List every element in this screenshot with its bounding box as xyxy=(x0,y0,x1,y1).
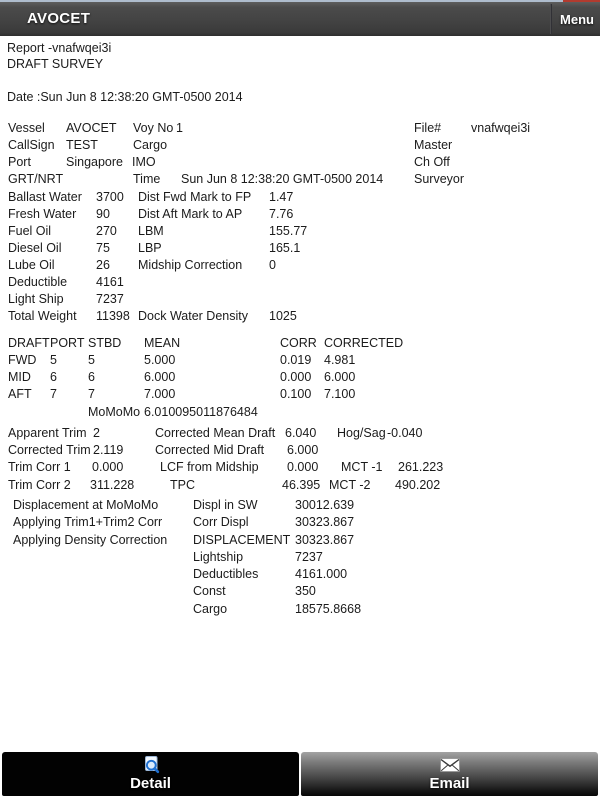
report-cell: Cargo xyxy=(193,602,228,616)
diesel-oil-line xyxy=(0,240,600,257)
report-cell: 261.223 xyxy=(398,460,444,474)
report-cell: 0.000 xyxy=(280,370,312,384)
report-date-line xyxy=(0,89,600,106)
report-cell: 2.119 xyxy=(93,443,124,457)
report-cell: Trim Corr 1 xyxy=(8,460,71,474)
report-cell: Applying Trim1+Trim2 Corr xyxy=(13,515,163,529)
report-cell: STBD xyxy=(88,336,122,350)
mean-of-means-line xyxy=(0,404,600,421)
report-cell: Dist Fwd Mark to FP xyxy=(138,190,252,204)
report-cell: Voy No xyxy=(133,121,174,135)
const-line xyxy=(0,583,600,600)
report-cell: 4161.000 xyxy=(295,567,348,581)
port-line xyxy=(0,154,600,171)
report-cell: 490.202 xyxy=(395,478,441,492)
report-cell: 75 xyxy=(96,241,110,255)
report-cell: Singapore xyxy=(66,155,123,169)
report-type-line xyxy=(0,56,600,73)
report-cell: MCT -2 xyxy=(329,478,371,492)
report-cell: IMO xyxy=(132,155,156,169)
menu-divider xyxy=(550,4,552,34)
report-cell: 7237 xyxy=(295,550,323,564)
report-cell: 6.000 xyxy=(144,370,176,384)
report-cell: 1 xyxy=(176,121,183,135)
report-cell: Time xyxy=(133,172,161,186)
report-cell: FWD xyxy=(8,353,37,367)
report-id-line xyxy=(0,40,600,57)
callsign-line xyxy=(0,137,600,154)
tab-email[interactable] xyxy=(301,752,598,796)
report-cell: Lube Oil xyxy=(8,258,55,272)
trim-corr-2-line xyxy=(0,477,600,494)
report-cell: 0.019 xyxy=(280,353,312,367)
report-cell: Port xyxy=(8,155,31,169)
report-cell: 6.040 xyxy=(285,426,317,440)
report-cell: 0.000 xyxy=(287,460,319,474)
corr-displ-line xyxy=(0,514,600,531)
displ-in-sw-line xyxy=(0,497,600,514)
report-cell: MCT -1 xyxy=(341,460,383,474)
ballast-water-line xyxy=(0,189,600,206)
report-cell: -0.040 xyxy=(387,426,423,440)
report-cell: Light Ship xyxy=(8,292,64,306)
report-cell: Corr Displ xyxy=(193,515,249,529)
draft-aft-line xyxy=(0,386,600,403)
report-cell: 4.981 xyxy=(324,353,356,367)
light-ship-line xyxy=(0,291,600,308)
menu-button[interactable]: Menu xyxy=(554,2,600,36)
report-cell: DISPLACEMENT xyxy=(193,533,291,547)
report-cell: 5.000 xyxy=(144,353,176,367)
report-cell: Date :Sun Jun 8 12:38:20 GMT-0500 2014 xyxy=(7,90,243,104)
report-cell: 350 xyxy=(295,584,316,598)
report-cell: 6 xyxy=(50,370,57,384)
report-cell: Corrected Mean Draft xyxy=(155,426,276,440)
report-cell: 5 xyxy=(50,353,57,367)
report-cell: 26 xyxy=(96,258,110,272)
report-cell: Hog/Sag xyxy=(337,426,386,440)
displacement-line xyxy=(0,532,600,549)
report-cell: Master xyxy=(414,138,453,152)
report-cell: Sun Jun 8 12:38:20 GMT-0500 2014 xyxy=(181,172,384,186)
report-cell: Ch Off xyxy=(414,155,450,169)
report-cell: 270 xyxy=(96,224,117,238)
trim-corr-1-line xyxy=(0,459,600,476)
report-cell: Fresh Water xyxy=(8,207,77,221)
grt-nrt-time-line xyxy=(0,171,600,188)
bottom-tab-bar xyxy=(0,752,600,798)
report-cell: MID xyxy=(8,370,31,384)
magnifier-page-icon xyxy=(142,755,160,774)
report-cell: PORT xyxy=(50,336,85,350)
total-weight-line xyxy=(0,308,600,325)
report-cell: 3700 xyxy=(96,190,124,204)
report-body xyxy=(0,36,600,752)
report-cell: MEAN xyxy=(144,336,181,350)
report-cell: 4161 xyxy=(96,275,124,289)
lightship-line xyxy=(0,549,600,566)
report-cell: CORRECTED xyxy=(324,336,404,350)
lube-oil-line xyxy=(0,257,600,274)
report-cell: 165.1 xyxy=(269,241,301,255)
report-cell: Dist Aft Mark to AP xyxy=(138,207,243,221)
envelope-icon xyxy=(440,755,460,774)
report-cell: Report -vnafwqei3i xyxy=(7,41,112,55)
report-cell: GRT/NRT xyxy=(8,172,64,186)
report-cell: 30323.867 xyxy=(295,533,355,547)
apparent-trim-line xyxy=(0,425,600,442)
draft-table-header-line xyxy=(0,335,600,352)
report-cell: 90 xyxy=(96,207,110,221)
report-cell: 6 xyxy=(88,370,95,384)
report-cell: LBP xyxy=(138,241,162,255)
tab-email-label: Email xyxy=(429,775,470,792)
report-cell: Midship Correction xyxy=(138,258,243,272)
report-cell: Deductible xyxy=(8,275,68,289)
report-cell: 0.100 xyxy=(280,387,312,401)
fuel-oil-line xyxy=(0,223,600,240)
report-cell: 0 xyxy=(269,258,276,272)
report-cell: TPC xyxy=(170,478,195,492)
title-bar xyxy=(0,2,600,36)
report-cell: Const xyxy=(193,584,226,598)
report-cell: Displacement at MoMoMo xyxy=(13,498,159,512)
vessel-info-line xyxy=(0,120,600,137)
report-cell: LBM xyxy=(138,224,164,238)
report-cell: Surveyor xyxy=(414,172,465,186)
report-cell: 6.010095011876484 xyxy=(144,405,258,419)
report-cell: Cargo xyxy=(133,138,168,152)
report-cell: Dock Water Density xyxy=(138,309,248,323)
deductible-line xyxy=(0,274,600,291)
report-cell: 46.395 xyxy=(282,478,321,492)
report-cell: Deductibles xyxy=(193,567,259,581)
report-cell: 18575.8668 xyxy=(295,602,362,616)
report-cell: 7 xyxy=(50,387,57,401)
report-cell: Total Weight xyxy=(8,309,77,323)
cargo-line xyxy=(0,601,600,618)
report-cell: 7.000 xyxy=(144,387,176,401)
report-cell: 311.228 xyxy=(90,478,135,492)
draft-mid-line xyxy=(0,369,600,386)
report-cell: Fuel Oil xyxy=(8,224,52,238)
report-cell: TEST xyxy=(66,138,98,152)
report-cell: DRAFT xyxy=(8,336,50,350)
report-cell: Displ in SW xyxy=(193,498,258,512)
report-cell: Diesel Oil xyxy=(8,241,62,255)
deductibles-line xyxy=(0,566,600,583)
report-cell: AFT xyxy=(8,387,32,401)
report-cell: LCF from Midship xyxy=(160,460,259,474)
fresh-water-line xyxy=(0,206,600,223)
report-cell: 7237 xyxy=(96,292,124,306)
report-cell: vnafwqei3i xyxy=(471,121,531,135)
report-cell: Ballast Water xyxy=(8,190,82,204)
report-cell: 155.77 xyxy=(269,224,308,238)
report-cell: Corrected Trim xyxy=(8,443,91,457)
report-cell: Applying Density Correction xyxy=(13,533,168,547)
corrected-trim-line xyxy=(0,442,600,459)
report-cell: CORR xyxy=(280,336,317,350)
report-cell: 6.000 xyxy=(324,370,356,384)
report-cell: 1025 xyxy=(269,309,297,323)
report-cell: 30012.639 xyxy=(295,498,355,512)
report-cell: 7.100 xyxy=(324,387,356,401)
report-cell: Trim Corr 2 xyxy=(8,478,71,492)
report-cell: File# xyxy=(414,121,442,135)
report-cell: 30323.867 xyxy=(295,515,355,529)
tab-detail-label: Detail xyxy=(130,775,171,792)
report-cell: 0.000 xyxy=(92,460,124,474)
report-cell: 2 xyxy=(93,426,100,440)
report-cell: CallSign xyxy=(8,138,55,152)
report-cell: 7.76 xyxy=(269,207,294,221)
report-cell: 1.47 xyxy=(269,190,294,204)
report-cell: Vessel xyxy=(8,121,45,135)
report-cell: 7 xyxy=(88,387,95,401)
report-cell: Apparent Trim xyxy=(8,426,87,440)
report-cell: MoMoMo xyxy=(88,405,141,419)
report-cell: AVOCET xyxy=(66,121,117,135)
app-title: AVOCET xyxy=(27,10,91,27)
report-cell: Corrected Mid Draft xyxy=(155,443,265,457)
report-cell: Lightship xyxy=(193,550,244,564)
report-cell: DRAFT SURVEY xyxy=(7,57,104,71)
tab-detail[interactable] xyxy=(2,752,299,796)
report-cell: 5 xyxy=(88,353,95,367)
draft-fwd-line xyxy=(0,352,600,369)
report-cell: 11398 xyxy=(96,309,130,323)
report-cell: 6.000 xyxy=(287,443,319,457)
